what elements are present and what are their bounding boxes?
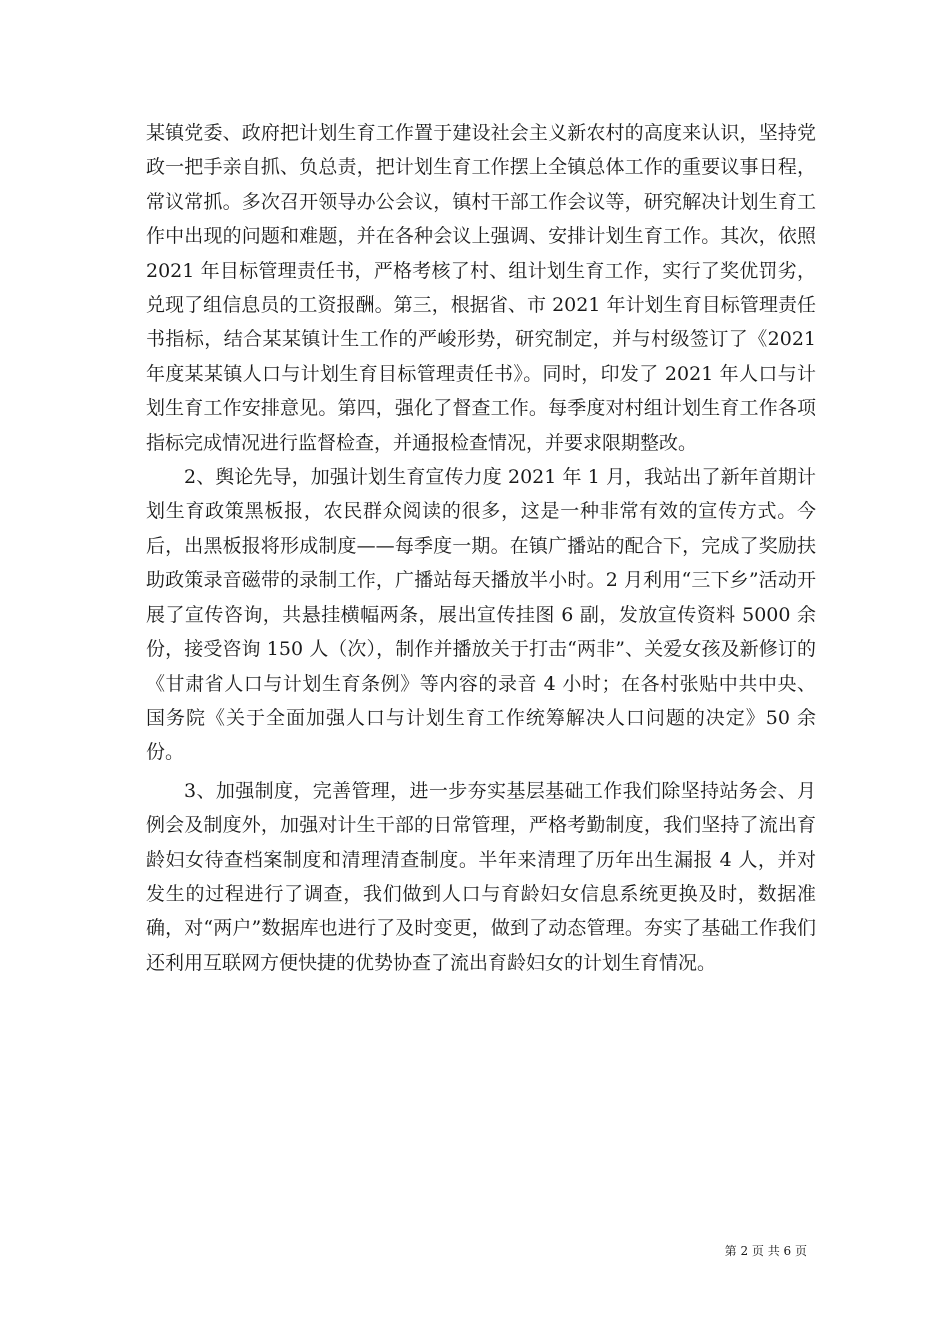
document-body <box>146 116 816 980</box>
paragraph-1: 某镇党委、政府把计划生育工作置于建设社会主义新农村的高度来认识，坚持党政一把手亲自抓、负总责，把计划生育工作摆上全镇总体工作的重要议事日程，常议常抓。多次召开领导办公会议，镇村干部工作会议等，研究解决计划生育工作中出现的问题和难题，并在各种会议上强调、安排计划生育工作。其次，依照 2021 年目标管理责任书，严格考核了村、组计划生育工作，实行了奖优罚劣，兑现了组信息员的工资报酬。第三，根据省、市 2021 年计划生育目标管理责任书指标，结合某某镇计生工作的严峻形势，研究制定，并与村级签订了《2021 年度某某镇人口与计划生育目标管理责任书》。同时，印发了 2021 年人口与计划生育工作安排意见。第四，强化了督查工作。每季度对村组计划生育工作各项指标完成情况进行监督检查，并通报检查情况，并要求限期整改。 <box>146 122 816 454</box>
paragraph-2: 2、舆论先导，加强计划生育宣传力度 2021 年 1 月，我站出了新年首期计划生育政策黑板报，农民群众阅读的很多，这是一种非常有效的宣传方式。今后，出黑板报将形成制度——每季度一期。在镇广播站的配合下，完成了奖励扶助政策录音磁带的录制工作，广播站每天播放半小时。2 月利用“三下乡”活动开展了宣传咨询，共悬挂横幅两条，展出宣传挂图 6 副，发放宣传资料 5000 余份，接受咨询 150 人（次），制作并播放关于打击“两非”、关爱女孩及新修订的《甘肃省人口与计划生育条例》等内容的录音 4 小时；在各村张贴中共中央、国务院《关于全面加强人口与计划生育工作统筹解决人口问题的决定》50 余份。 <box>146 466 816 764</box>
paragraph-3: 3、加强制度，完善管理，进一步夯实基层基础工作我们除坚持站务会、月例会及制度外，加强对计生干部的日常管理，严格考勤制度，我们坚持了流出育龄妇女待查档案制度和清理清查制度。半年来清理了历年出生漏报 4 人，并对发生的过程进行了调查，我们做到人口与育龄妇女信息系统更换及时，数据准确，对“两户”数据库也进行了及时变更，做到了动态管理。夯实了基础工作我们还利用互联网方便快捷的优势协查了流出育龄妇女的计划生育情况。 <box>146 779 816 974</box>
page-number-footer: 第 2 页 共 6 页 <box>724 1244 807 1258</box>
